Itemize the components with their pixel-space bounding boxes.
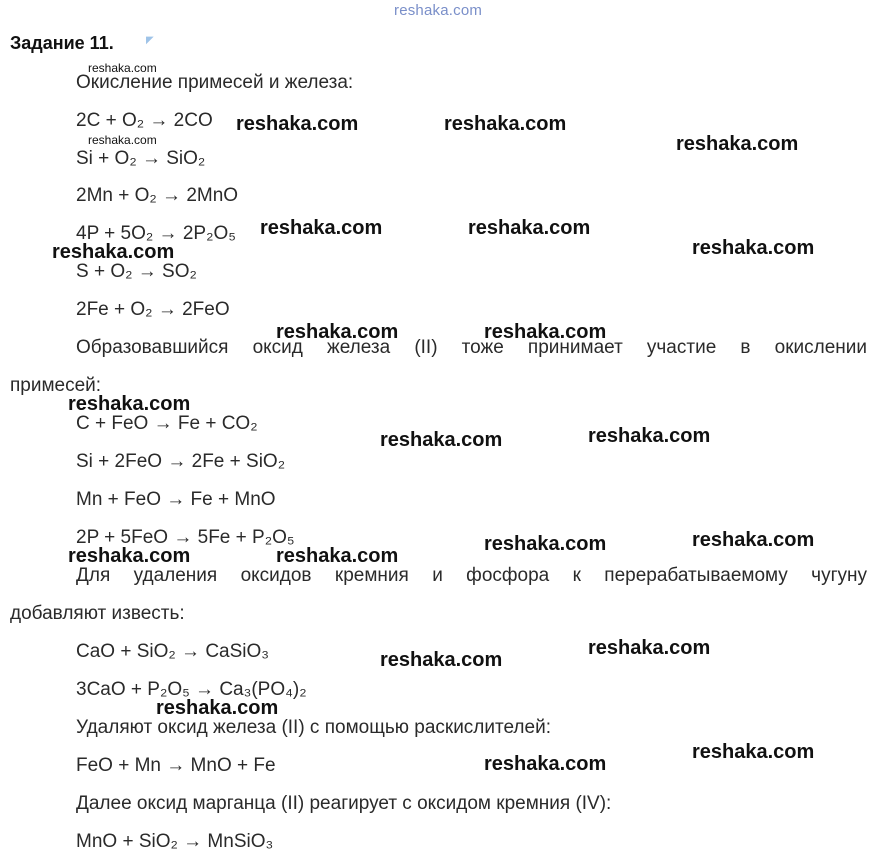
text-line: Удаляют оксид железа (II) с помощью раскислителей: xyxy=(76,717,551,738)
watermark: reshaka.com xyxy=(276,321,399,343)
watermark: reshaka.com xyxy=(276,545,399,567)
watermark: reshaka.com xyxy=(52,241,175,263)
equation-line: 3CaO + P₂O₅ → Ca₃(PO₄)₂ xyxy=(76,679,307,700)
watermark: reshaka.com xyxy=(68,393,191,415)
watermark: reshaka.com xyxy=(692,529,815,551)
watermark: reshaka.com xyxy=(380,429,503,451)
equation-line: 2Mn + O₂ → 2MnO xyxy=(76,185,239,206)
site-header-link[interactable]: reshaka.com xyxy=(394,2,483,19)
watermark: reshaka.com xyxy=(468,217,591,239)
watermark: reshaka.com xyxy=(444,113,567,135)
watermark: reshaka.com xyxy=(588,637,711,659)
watermark: reshaka.com xyxy=(68,545,191,567)
equation-line: 4P + 5O₂ → 2P₂O₅ xyxy=(76,223,236,244)
equation-line: 2C + O₂ → 2CO xyxy=(76,110,213,131)
equation-line: Si + 2FeO → 2Fe + SiO₂ xyxy=(76,451,286,472)
watermark: reshaka.com xyxy=(484,753,607,775)
watermark: reshaka.com xyxy=(588,425,711,447)
paragraph-line: примесей: xyxy=(10,375,102,396)
watermark: reshaka.com xyxy=(692,237,815,259)
task-title: Задание 11. xyxy=(10,33,114,53)
watermark: reshaka.com xyxy=(676,133,799,155)
watermark: reshaka.com xyxy=(88,133,157,147)
equation-line: MnO + SiO₂ → MnSiO₃ xyxy=(76,831,274,852)
watermark: reshaka.com xyxy=(484,321,607,343)
corner-mark-icon: ◤ xyxy=(146,35,154,46)
paragraph-line: Образовавшийся оксид железа (II) тоже принимает участие в окислении xyxy=(76,337,867,358)
equation-line: S + O₂ → SO₂ xyxy=(76,261,197,282)
equation-line: FeO + Mn → MnO + Fe xyxy=(76,755,276,776)
text-line: Далее оксид марганца (II) реагирует с оксидом кремния (IV): xyxy=(76,793,612,814)
watermark: reshaka.com xyxy=(484,533,607,555)
equation-line: 2Fe + O₂ → 2FeO xyxy=(76,299,230,320)
watermark: reshaka.com xyxy=(692,741,815,763)
watermark: reshaka.com xyxy=(236,113,359,135)
paragraph-line: Для удаления оксидов кремния и фосфора к перерабатываемому чугуну xyxy=(76,565,867,586)
watermark: reshaka.com xyxy=(156,697,279,719)
paragraph-line: добавляют известь: xyxy=(10,603,185,624)
watermark: reshaka.com xyxy=(88,61,157,75)
equation-line: Si + O₂ → SiO₂ xyxy=(76,148,206,169)
text-line: Окисление примесей и железа: xyxy=(76,72,354,93)
watermark: reshaka.com xyxy=(380,649,503,671)
watermark: reshaka.com xyxy=(260,217,383,239)
equation-line: Mn + FeO → Fe + MnO xyxy=(76,489,276,510)
equation-line: CaO + SiO₂ → CaSiO₃ xyxy=(76,641,270,662)
equation-line: 2P + 5FeO → 5Fe + P₂O₅ xyxy=(76,527,295,548)
equation-line: C + FeO → Fe + CO₂ xyxy=(76,413,258,434)
